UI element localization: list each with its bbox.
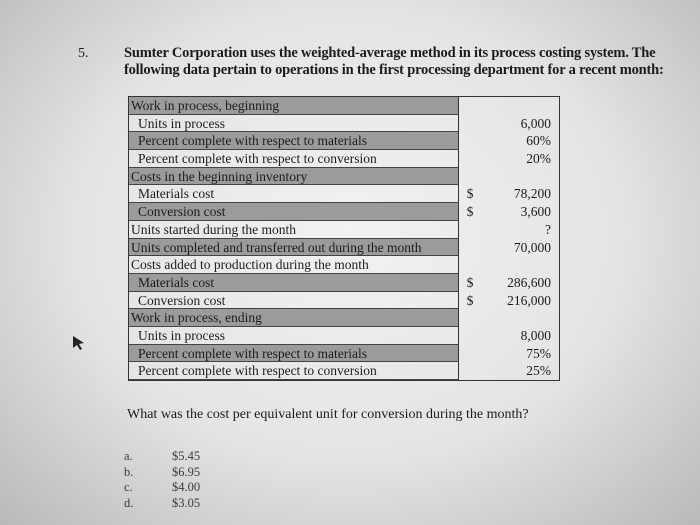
row-value: 216,000 — [507, 292, 551, 308]
table-row — [129, 132, 559, 150]
process-costing-table — [128, 96, 560, 381]
row-value: 78,200 — [513, 186, 551, 202]
table-row — [129, 185, 559, 203]
row-label: Costs in the beginning inventory — [129, 168, 459, 186]
row-value: 70,000 — [513, 239, 551, 255]
table-row — [129, 256, 559, 274]
row-value — [481, 168, 559, 186]
choice-text: $4.00 — [172, 480, 201, 494]
dollar-sign — [459, 256, 481, 274]
row-label: Units in process — [129, 327, 459, 345]
choice-text: $5.45 — [172, 449, 201, 463]
table-row — [129, 97, 559, 115]
row-label: Percent complete with respect to conversion — [129, 150, 459, 168]
dollar-sign — [459, 150, 481, 168]
question-number: 5. — [78, 46, 89, 61]
answer-choices — [124, 449, 200, 511]
dollar-sign — [459, 221, 481, 239]
dollar-sign — [459, 115, 481, 133]
row-label: Units in process — [129, 115, 459, 133]
row-label: Costs added to production during the month — [129, 256, 459, 274]
choice-text: $6.95 — [172, 464, 201, 479]
row-label: Conversion cost — [129, 203, 459, 221]
table-row — [129, 309, 559, 327]
choice-text: $3.05 — [172, 495, 201, 510]
row-value: 60% — [526, 133, 551, 149]
dollar-sign — [459, 97, 481, 115]
table-row — [129, 292, 559, 310]
row-label: Materials cost — [129, 274, 459, 292]
row-label: Work in process, beginning — [129, 97, 459, 115]
dollar-sign: $ — [466, 274, 474, 290]
dollar-sign — [459, 345, 481, 363]
row-label: Materials cost — [129, 185, 459, 203]
choice-letter: a. — [124, 449, 133, 463]
question-text: What was the cost per equivalent unit for conversion during the month? — [127, 407, 529, 422]
table-row — [129, 203, 559, 221]
row-label: Work in process, ending — [129, 309, 459, 327]
row-value: 20% — [526, 151, 551, 167]
row-label: Percent complete with respect to materials — [129, 132, 459, 150]
mouse-cursor-icon — [70, 334, 88, 352]
answer-choice[interactable] — [124, 449, 200, 465]
row-value: ? — [545, 221, 551, 237]
table-row — [129, 239, 559, 257]
answer-choice[interactable] — [124, 480, 200, 496]
row-value — [481, 97, 559, 115]
dollar-sign — [459, 168, 481, 186]
row-value — [481, 309, 559, 327]
row-label: Units started during the month — [129, 221, 459, 239]
row-value: 286,600 — [507, 274, 551, 290]
dollar-sign — [459, 362, 481, 380]
table-row — [129, 345, 559, 363]
table-row — [129, 168, 559, 186]
choice-letter: b. — [124, 464, 134, 479]
row-value: 25% — [526, 363, 551, 379]
row-value: 3,600 — [520, 204, 551, 220]
table-row — [129, 274, 559, 292]
dollar-sign: $ — [466, 186, 474, 202]
dollar-sign — [459, 132, 481, 150]
row-label: Percent complete with respect to materials — [129, 345, 459, 363]
row-label: Units completed and transferred out during the month — [129, 239, 459, 257]
table-row — [129, 150, 559, 168]
dollar-sign — [459, 327, 481, 345]
table-row — [129, 115, 559, 133]
table-row — [129, 221, 559, 239]
choice-letter: d. — [124, 495, 134, 510]
row-label: Percent complete with respect to conversion — [129, 362, 459, 380]
dollar-sign: $ — [466, 204, 474, 220]
answer-choice[interactable] — [124, 496, 200, 512]
row-label: Conversion cost — [129, 292, 459, 310]
problem-intro: Sumter Corporation uses the weighted-average method in its process costing system. The following data pertain to operations in the first processing department for a recent month: — [124, 45, 664, 78]
dollar-sign — [459, 239, 481, 257]
row-value — [481, 256, 559, 274]
row-value: 75% — [526, 345, 551, 361]
choice-letter: c. — [124, 480, 133, 494]
row-value: 8,000 — [520, 327, 551, 343]
dollar-sign: $ — [466, 292, 474, 308]
row-value: 6,000 — [520, 115, 551, 131]
answer-choice[interactable] — [124, 465, 200, 481]
table-row — [129, 362, 559, 380]
dollar-sign — [459, 309, 481, 327]
table-row — [129, 327, 559, 345]
